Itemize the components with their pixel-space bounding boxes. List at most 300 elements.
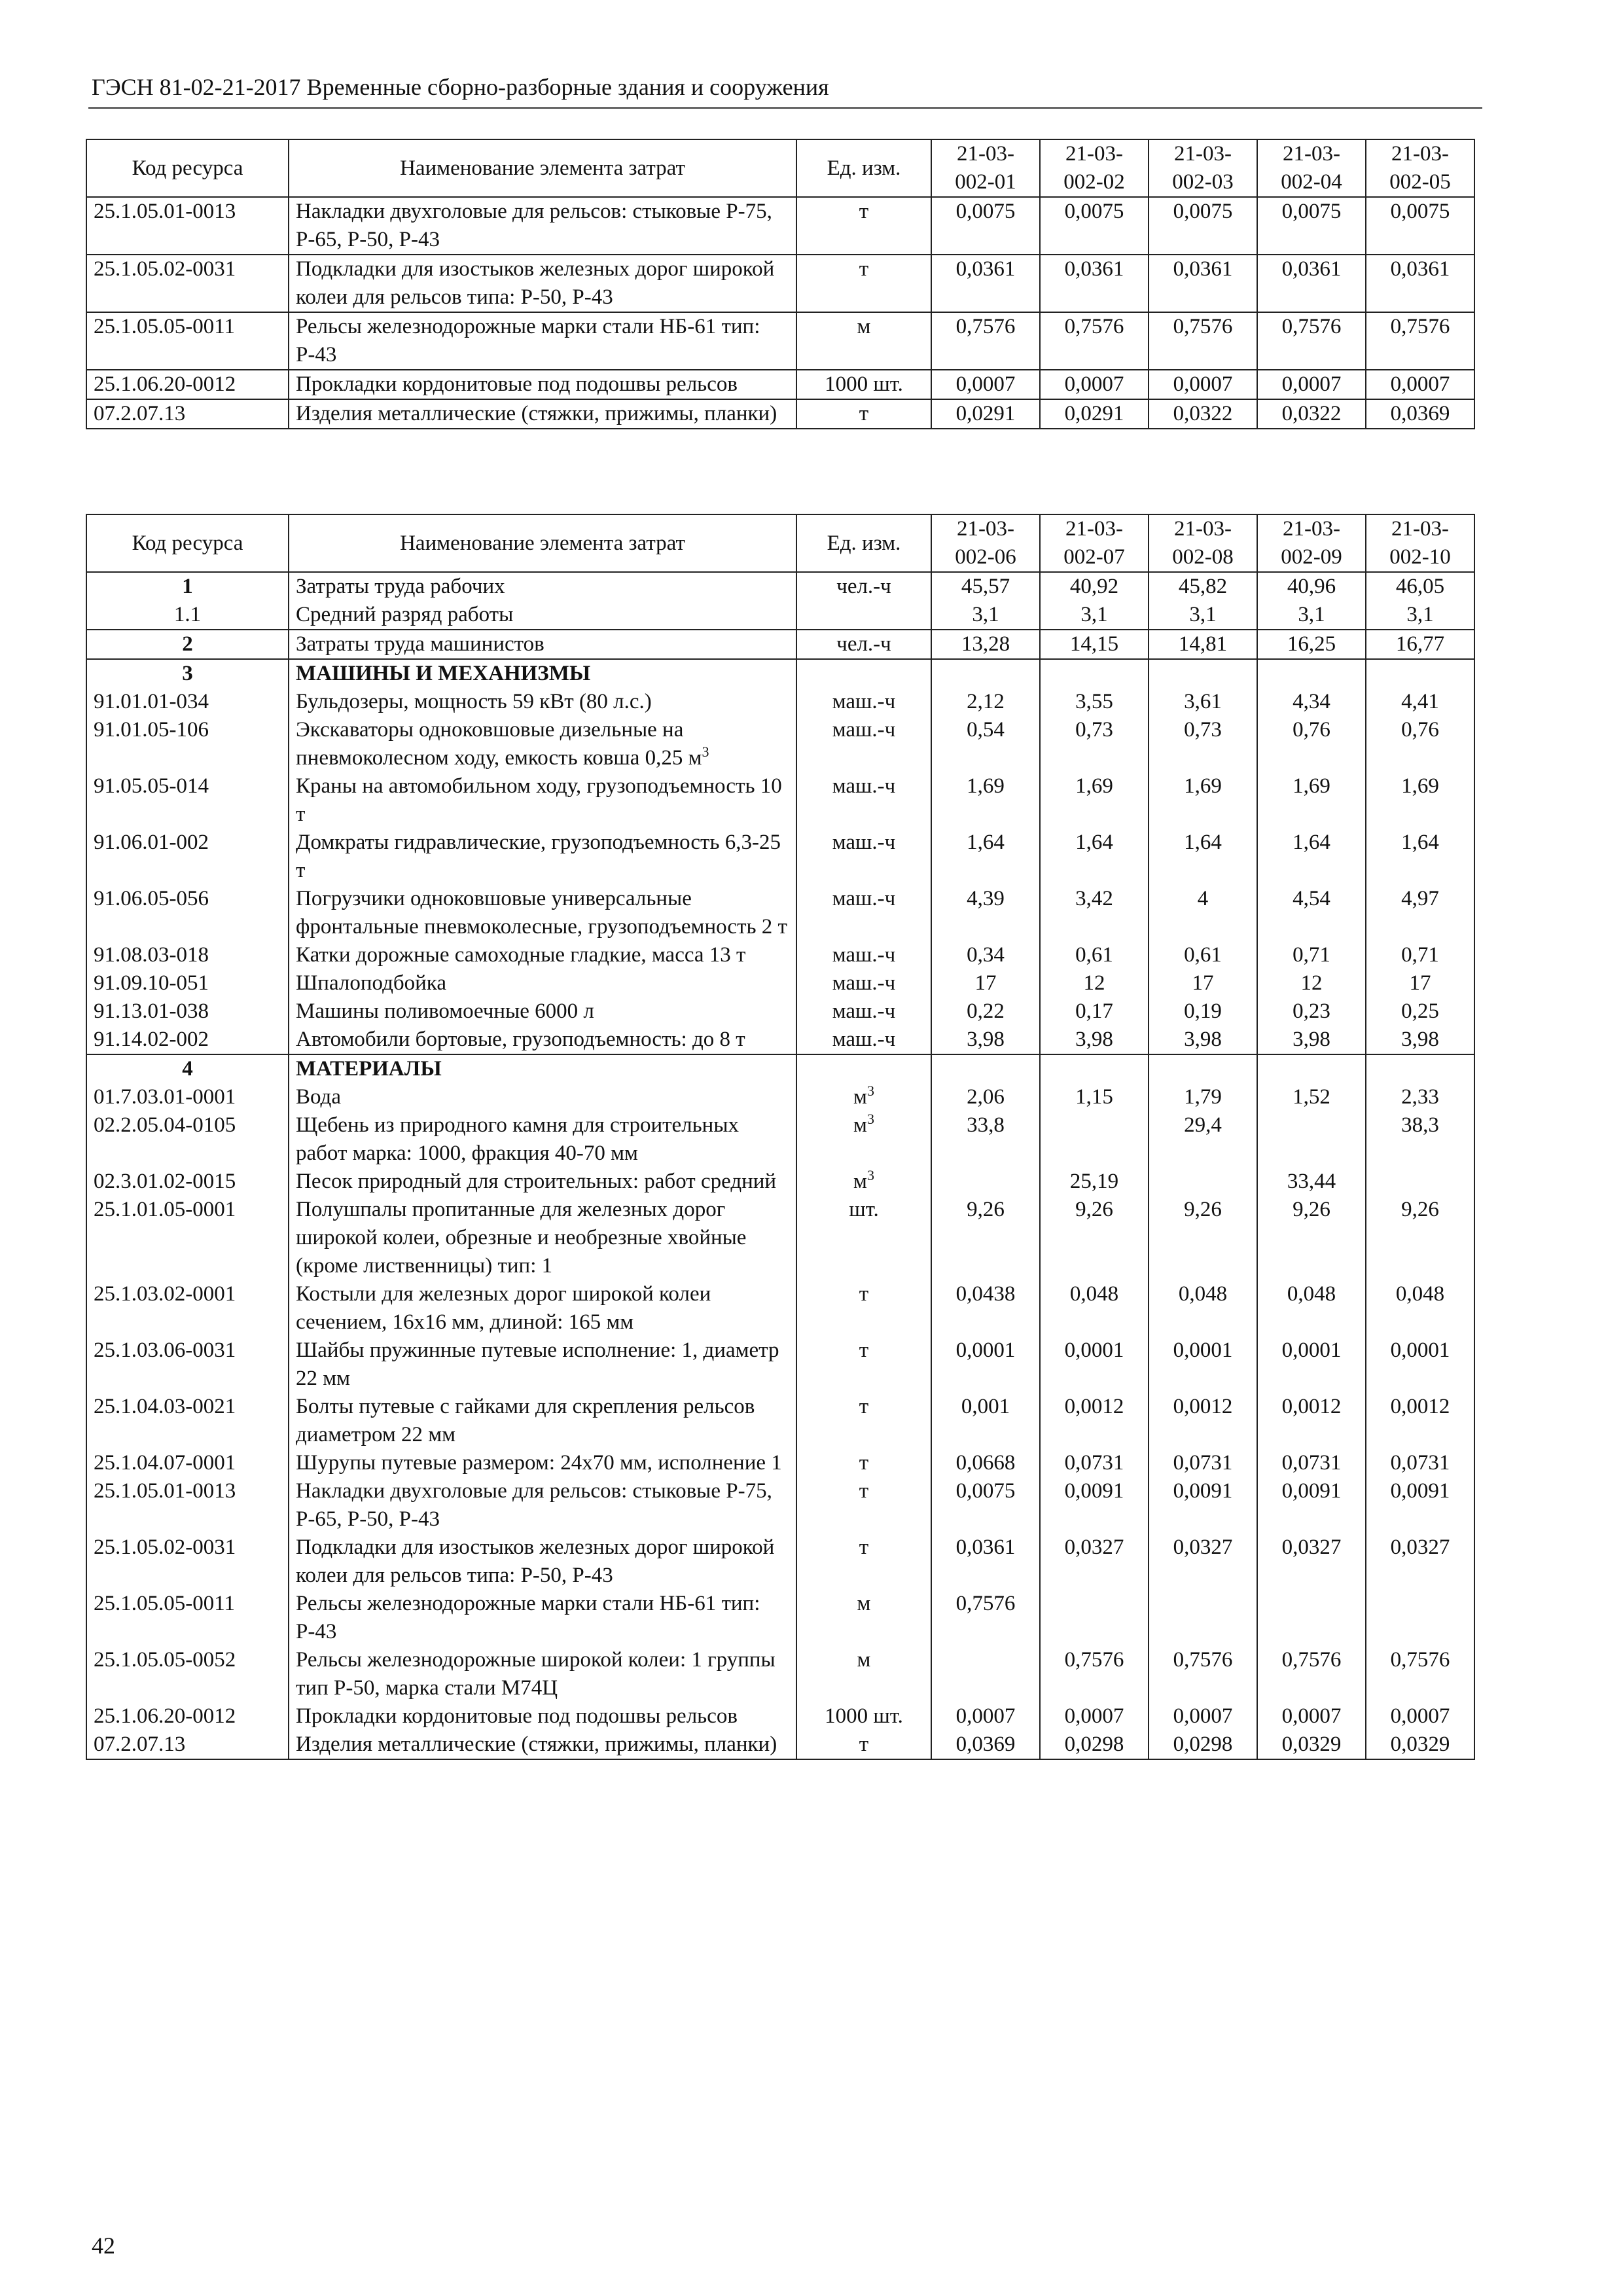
value-cell: 0,0361 [931, 1534, 1040, 1590]
value-cell: 0,0007 [1366, 370, 1474, 399]
resource-name [289, 1196, 796, 1280]
resource-name-text: Средний разряд работы [296, 603, 514, 626]
resource-name [289, 1083, 796, 1111]
value-cell: 0,7576 [1257, 312, 1366, 370]
resource-code: 3 [86, 659, 289, 688]
resource-name [289, 969, 796, 997]
header-name: Наименование элемента затрат [289, 514, 796, 572]
value-cell: 0,0361 [931, 255, 1040, 312]
value-cell: 0,0327 [1257, 1534, 1366, 1590]
resource-code: 25.1.04.03-0021 [86, 1393, 289, 1449]
header-col: 21-03- 002-02 [1040, 139, 1149, 197]
resource-name-text: Прокладки кордонитовые под подошвы рельсов [296, 372, 738, 396]
value-cell: 3,98 [1149, 1026, 1257, 1054]
value-cell: 0,0369 [1366, 399, 1474, 429]
value-cell: 0,7576 [931, 1590, 1040, 1646]
resource-code: 2 [86, 630, 289, 659]
resource-name-text: Машины поливомоечные 6000 л [296, 999, 594, 1023]
value-cell: 0,7576 [1040, 312, 1149, 370]
unit-text: т [859, 257, 869, 281]
resource-name [289, 1646, 796, 1702]
value-cell: 0,73 [1040, 716, 1149, 772]
value-cell: 29,4 [1149, 1111, 1257, 1168]
resource-name [289, 1449, 796, 1477]
resource-name-text: Изделия металлические (стяжки, прижимы, планки) [296, 402, 777, 425]
resource-code: 91.08.03-018 [86, 941, 289, 969]
value-cell: 16,77 [1366, 630, 1474, 659]
header-col: 21-03- 002-09 [1257, 514, 1366, 572]
unit-of-measure [796, 1083, 931, 1111]
value-cell: 17 [1149, 969, 1257, 997]
resource-name-text: Рельсы железнодорожные марки стали НБ-61 тип: Р-43 [296, 1592, 760, 1643]
value-cell: 0,7576 [1366, 1646, 1474, 1702]
resource-name [289, 312, 796, 370]
unit-of-measure [796, 1168, 931, 1196]
header-col: 21-03- 002-07 [1040, 514, 1149, 572]
superscript: 3 [866, 1167, 874, 1183]
value-cell: 9,26 [931, 1196, 1040, 1280]
table-header-row [86, 514, 1474, 572]
table-row [86, 969, 1474, 997]
value-cell: 0,7576 [1257, 1646, 1366, 1702]
unit-text: 1000 шт. [825, 372, 903, 396]
header-code: Код ресурса [86, 514, 289, 572]
value-cell: 0,19 [1149, 997, 1257, 1026]
header-unit: Ед. изм. [796, 514, 931, 572]
value-cell: 0,0327 [1366, 1534, 1474, 1590]
resource-name-text: Накладки двухголовые для рельсов: стыковые Р-75, Р-65, Р-50, Р-43 [296, 1479, 772, 1531]
resource-name-text: Подкладки для изостыков железных дорог широкой колеи для рельсов типа: Р-50, Р-43 [296, 1535, 775, 1587]
value-cell: 46,05 [1366, 572, 1474, 601]
header-col: 21-03- 002-10 [1366, 514, 1474, 572]
value-cell: 0,23 [1257, 997, 1366, 1026]
value-cell: 0,0007 [1040, 370, 1149, 399]
value-cell: 0,048 [1366, 1280, 1474, 1336]
table-row [86, 399, 1474, 429]
unit-of-measure [796, 1590, 931, 1646]
resource-name-text: Катки дорожные самоходные гладкие, масса 13 т [296, 943, 746, 967]
resource-code: 25.1.05.02-0031 [86, 255, 289, 312]
page-number: 42 [92, 2233, 115, 2259]
resource-name-text: Накладки двухголовые для рельсов: стыковые Р-75, Р-65, Р-50, Р-43 [296, 200, 772, 251]
value-cell: 0,0361 [1257, 255, 1366, 312]
value-cell: 2,33 [1366, 1083, 1474, 1111]
value-cell: 40,96 [1257, 572, 1366, 601]
resource-code: 25.1.06.20-0012 [86, 1702, 289, 1731]
value-cell: 17 [1366, 969, 1474, 997]
resource-name [289, 1702, 796, 1731]
table-row [86, 1083, 1474, 1111]
value-cell: 0,0007 [931, 370, 1040, 399]
value-cell: 1,64 [1040, 829, 1149, 885]
table-row [86, 1336, 1474, 1393]
value-cell: 1,69 [1366, 772, 1474, 829]
resource-name-text: Вода [296, 1085, 341, 1109]
value-cell: 1,52 [1257, 1083, 1366, 1111]
value-cell: 0,54 [931, 716, 1040, 772]
unit-text: маш.-ч [832, 1028, 896, 1051]
resource-name-text: Шпалоподбойка [296, 971, 446, 995]
resource-code: 25.1.04.07-0001 [86, 1449, 289, 1477]
table-row [86, 1168, 1474, 1196]
value-cell: 0,76 [1257, 716, 1366, 772]
value-cell: 0,0668 [931, 1449, 1040, 1477]
table-row [86, 1702, 1474, 1731]
header-code: Код ресурса [86, 139, 289, 197]
value-cell: 0,0001 [1366, 1336, 1474, 1393]
unit-of-measure [796, 370, 931, 399]
value-cell: 0,61 [1149, 941, 1257, 969]
unit-of-measure [796, 1449, 931, 1477]
value-cell: 0,0091 [1149, 1477, 1257, 1534]
value-cell: 0,0075 [931, 1477, 1040, 1534]
resource-name-text: Бульдозеры, мощность 59 кВт (80 л.с.) [296, 690, 652, 713]
resource-name [289, 370, 796, 399]
resource-code: 25.1.06.20-0012 [86, 370, 289, 399]
value-cell: 4,39 [931, 885, 1040, 941]
resource-name-text: Рельсы железнодорожные широкой колеи: 1 группы тип Р-50, марка стали М74Ц [296, 1648, 776, 1700]
unit-of-measure [796, 601, 931, 630]
value-cell [1040, 1111, 1149, 1168]
resource-code: 91.09.10-051 [86, 969, 289, 997]
resource-name-text: Болты путевые с гайками для скрепления рельсов диаметром 22 мм [296, 1395, 755, 1446]
value-cell: 9,26 [1366, 1196, 1474, 1280]
table-row [86, 829, 1474, 885]
value-cell: 0,71 [1366, 941, 1474, 969]
unit-text: маш.-ч [832, 999, 896, 1023]
value-cell: 45,82 [1149, 572, 1257, 601]
value-cell: 0,0369 [931, 1731, 1040, 1759]
value-cell: 0,0075 [1040, 197, 1149, 255]
table-row [86, 197, 1474, 255]
unit-text: 1000 шт. [825, 1704, 903, 1728]
unit-of-measure [796, 197, 931, 255]
value-cell: 1,69 [1149, 772, 1257, 829]
value-cell [931, 1168, 1040, 1196]
value-cell: 4 [1149, 885, 1257, 941]
resource-code: 91.05.05-014 [86, 772, 289, 829]
value-cell [1366, 659, 1474, 688]
resource-name [289, 255, 796, 312]
resource-name-text: МАШИНЫ И МЕХАНИЗМЫ [296, 662, 591, 685]
resource-code: 25.1.05.05-0011 [86, 312, 289, 370]
unit-text: маш.-ч [832, 718, 896, 742]
resource-name [289, 716, 796, 772]
unit-of-measure [796, 885, 931, 941]
unit-of-measure [796, 1196, 931, 1280]
value-cell [1149, 1168, 1257, 1196]
resource-code: 02.3.01.02-0015 [86, 1168, 289, 1196]
unit-text: м [853, 1170, 867, 1193]
resource-name-text: Автомобили бортовые, грузоподъемность: до 8 т [296, 1028, 745, 1051]
resource-name-text: Затраты труда рабочих [296, 575, 505, 598]
value-cell [931, 1646, 1040, 1702]
resource-code: 01.7.03.01-0001 [86, 1083, 289, 1111]
value-cell: 0,0007 [1257, 370, 1366, 399]
resource-name-text: Экскаваторы одноковшовые дизельные на пневмоколесном ходу, емкость ковша 0,25 м [296, 718, 702, 770]
section-row [86, 1054, 1474, 1083]
resource-code: 25.1.05.05-0052 [86, 1646, 289, 1702]
resource-name-text: Затраты труда машинистов [296, 632, 544, 656]
resource-name [289, 1393, 796, 1449]
resource-code: 25.1.05.01-0013 [86, 1477, 289, 1534]
value-cell: 0,0322 [1257, 399, 1366, 429]
value-cell: 0,7576 [931, 312, 1040, 370]
value-cell: 0,001 [931, 1393, 1040, 1449]
table-row [86, 716, 1474, 772]
value-cell: 0,0007 [931, 1702, 1040, 1731]
value-cell: 0,0329 [1257, 1731, 1366, 1759]
value-cell: 1,15 [1040, 1083, 1149, 1111]
value-cell: 3,98 [1366, 1026, 1474, 1054]
table-row [86, 1026, 1474, 1054]
resource-name-text: Домкраты гидравлические, грузоподъемность 6,3-25 т [296, 831, 781, 882]
table-row [86, 370, 1474, 399]
value-cell: 0,0361 [1149, 255, 1257, 312]
value-cell: 0,0007 [1366, 1702, 1474, 1731]
value-cell: 38,3 [1366, 1111, 1474, 1168]
value-cell: 3,42 [1040, 885, 1149, 941]
value-cell: 0,0322 [1149, 399, 1257, 429]
header-col: 21-03- 002-04 [1257, 139, 1366, 197]
resource-code: 4 [86, 1054, 289, 1083]
value-cell: 0,0007 [1040, 1702, 1149, 1731]
value-cell: 1,64 [931, 829, 1040, 885]
superscript: 3 [866, 1111, 874, 1127]
resource-name-text: Рельсы железнодорожные марки стали НБ-61 тип: Р-43 [296, 315, 760, 367]
value-cell: 0,7576 [1040, 1646, 1149, 1702]
value-cell [1149, 659, 1257, 688]
resource-code: 91.06.05-056 [86, 885, 289, 941]
unit-text: т [859, 1338, 869, 1362]
value-cell: 0,7576 [1149, 1646, 1257, 1702]
unit-of-measure [796, 969, 931, 997]
value-cell: 0,0007 [1257, 1702, 1366, 1731]
value-cell: 0,0001 [1257, 1336, 1366, 1393]
resource-name-text: Щебень из природного камня для строительных работ марка: 1000, фракция 40-70 мм [296, 1113, 740, 1165]
value-cell: 45,57 [931, 572, 1040, 601]
value-cell: 1,64 [1366, 829, 1474, 885]
value-cell: 0,0298 [1149, 1731, 1257, 1759]
value-cell: 0,0001 [1040, 1336, 1149, 1393]
resource-name-text: Песок природный для строительных: работ средний [296, 1170, 777, 1193]
resource-name-text: Шурупы путевые размером: 24x70 мм, исполнение 1 [296, 1451, 782, 1475]
value-cell [931, 1054, 1040, 1083]
value-cell: 0,73 [1149, 716, 1257, 772]
table-row [86, 941, 1474, 969]
unit-text: т [859, 1282, 869, 1306]
unit-text: т [859, 200, 869, 223]
unit-of-measure [796, 716, 931, 772]
table-row [86, 1280, 1474, 1336]
resource-name-text: Костыли для железных дорог широкой колеи сечением, 16x16 мм, длиной: 165 мм [296, 1282, 711, 1334]
header-col: 21-03- 002-05 [1366, 139, 1474, 197]
unit-of-measure [796, 1393, 931, 1449]
section-row [86, 572, 1474, 601]
value-cell: 3,61 [1149, 688, 1257, 716]
value-cell [1149, 1054, 1257, 1083]
value-cell: 0,0007 [1149, 1702, 1257, 1731]
value-cell: 0,0075 [931, 197, 1040, 255]
unit-of-measure [796, 572, 931, 601]
table-row [86, 885, 1474, 941]
value-cell [1040, 659, 1149, 688]
resource-table-2 [86, 514, 1475, 1760]
table-row [86, 1111, 1474, 1168]
value-cell: 14,81 [1149, 630, 1257, 659]
page-header-title: ГЭСН 81-02-21-2017 Временные сборно-разборные здания и сооружения [92, 74, 829, 100]
value-cell: 0,0091 [1040, 1477, 1149, 1534]
value-cell: 4,97 [1366, 885, 1474, 941]
table-row [86, 312, 1474, 370]
unit-of-measure [796, 688, 931, 716]
unit-text: чел.-ч [836, 632, 891, 656]
resource-name-text: МАТЕРИАЛЫ [296, 1057, 442, 1081]
resource-name [289, 1111, 796, 1168]
unit-of-measure [796, 997, 931, 1026]
unit-of-measure [796, 1111, 931, 1168]
superscript: 3 [866, 1083, 874, 1099]
value-cell [1257, 1054, 1366, 1083]
resource-name-text: Шайбы пружинные путевые исполнение: 1, диаметр 22 мм [296, 1338, 779, 1390]
resource-code: 25.1.05.02-0031 [86, 1534, 289, 1590]
resource-code: 1.1 [86, 601, 289, 630]
resource-name [289, 885, 796, 941]
value-cell: 25,19 [1040, 1168, 1149, 1196]
unit-of-measure [796, 1026, 931, 1054]
resource-name [289, 688, 796, 716]
value-cell [1257, 1590, 1366, 1646]
unit-of-measure [796, 255, 931, 312]
unit-text: маш.-ч [832, 774, 896, 798]
value-cell: 0,61 [1040, 941, 1149, 969]
value-cell: 0,0012 [1149, 1393, 1257, 1449]
unit-of-measure [796, 1731, 931, 1759]
unit-text: маш.-ч [832, 690, 896, 713]
header-name: Наименование элемента затрат [289, 139, 796, 197]
value-cell: 0,0091 [1257, 1477, 1366, 1534]
unit-text: маш.-ч [832, 887, 896, 910]
resource-name [289, 1054, 796, 1083]
unit-of-measure [796, 772, 931, 829]
value-cell: 4,54 [1257, 885, 1366, 941]
table-row [86, 1393, 1474, 1449]
value-cell: 0,048 [1040, 1280, 1149, 1336]
unit-text: т [859, 1451, 869, 1475]
value-cell: 3,1 [1040, 601, 1149, 630]
unit-of-measure [796, 1054, 931, 1083]
table-row [86, 1590, 1474, 1646]
value-cell: 0,0731 [1366, 1449, 1474, 1477]
resource-code: 91.14.02-002 [86, 1026, 289, 1054]
table-row [86, 1731, 1474, 1759]
table-row [86, 255, 1474, 312]
value-cell: 2,12 [931, 688, 1040, 716]
resource-name-text: Изделия металлические (стяжки, прижимы, планки) [296, 1732, 777, 1756]
value-cell: 0,25 [1366, 997, 1474, 1026]
value-cell: 0,0438 [931, 1280, 1040, 1336]
header-col: 21-03- 002-03 [1149, 139, 1257, 197]
value-cell [1040, 1054, 1149, 1083]
unit-of-measure [796, 312, 931, 370]
unit-text: м [857, 1648, 871, 1672]
unit-text: шт. [849, 1198, 879, 1221]
value-cell: 0,22 [931, 997, 1040, 1026]
value-cell: 1,69 [931, 772, 1040, 829]
value-cell: 0,71 [1257, 941, 1366, 969]
unit-of-measure [796, 1336, 931, 1393]
value-cell: 0,7576 [1366, 312, 1474, 370]
resource-table-1 [86, 139, 1475, 429]
resource-name [289, 659, 796, 688]
value-cell: 0,0012 [1040, 1393, 1149, 1449]
value-cell: 3,1 [1366, 601, 1474, 630]
unit-of-measure [796, 630, 931, 659]
value-cell: 0,0075 [1149, 197, 1257, 255]
resource-name [289, 997, 796, 1026]
resource-name-text: Полушпалы пропитанные для железных дорог широкой колеи, обрезные и необрезные хвойные (кроме лиственницы) тип: 1 [296, 1198, 747, 1278]
unit-text: маш.-ч [832, 971, 896, 995]
value-cell: 3,98 [931, 1026, 1040, 1054]
unit-text: т [859, 1732, 869, 1756]
value-cell: 0,76 [1366, 716, 1474, 772]
value-cell: 14,15 [1040, 630, 1149, 659]
value-cell: 0,048 [1149, 1280, 1257, 1336]
value-cell: 0,0012 [1257, 1393, 1366, 1449]
value-cell: 0,0075 [1366, 197, 1474, 255]
value-cell: 3,1 [931, 601, 1040, 630]
value-cell: 0,7576 [1149, 312, 1257, 370]
value-cell [1040, 1590, 1149, 1646]
value-cell: 17 [931, 969, 1040, 997]
table-row [86, 1646, 1474, 1702]
value-cell: 0,0361 [1366, 255, 1474, 312]
table-row [86, 997, 1474, 1026]
value-cell: 0,0001 [1149, 1336, 1257, 1393]
resource-name-text: Краны на автомобильном ходу, грузоподъемность 10 т [296, 774, 782, 826]
resource-name [289, 1280, 796, 1336]
resource-name [289, 197, 796, 255]
superscript: 3 [702, 744, 709, 760]
value-cell: 12 [1257, 969, 1366, 997]
unit-text: чел.-ч [836, 575, 891, 598]
value-cell: 0,0731 [1257, 1449, 1366, 1477]
value-cell [1149, 1590, 1257, 1646]
value-cell: 0,0075 [1257, 197, 1366, 255]
resource-code: 25.1.01.05-0001 [86, 1196, 289, 1280]
value-cell: 3,98 [1257, 1026, 1366, 1054]
value-cell: 2,06 [931, 1083, 1040, 1111]
header-col: 21-03- 002-06 [931, 514, 1040, 572]
resource-name [289, 941, 796, 969]
resource-name [289, 1731, 796, 1759]
value-cell: 0,048 [1257, 1280, 1366, 1336]
value-cell: 9,26 [1149, 1196, 1257, 1280]
resource-name [289, 399, 796, 429]
value-cell: 0,0291 [1040, 399, 1149, 429]
resource-code: 25.1.03.02-0001 [86, 1280, 289, 1336]
section-row [86, 659, 1474, 688]
value-cell: 13,28 [931, 630, 1040, 659]
value-cell: 9,26 [1040, 1196, 1149, 1280]
value-cell: 3,98 [1040, 1026, 1149, 1054]
unit-text: т [859, 1479, 869, 1503]
resource-code: 07.2.07.13 [86, 1731, 289, 1759]
resource-code: 91.01.05-106 [86, 716, 289, 772]
resource-name [289, 572, 796, 601]
value-cell [1366, 1168, 1474, 1196]
resource-code: 1 [86, 572, 289, 601]
